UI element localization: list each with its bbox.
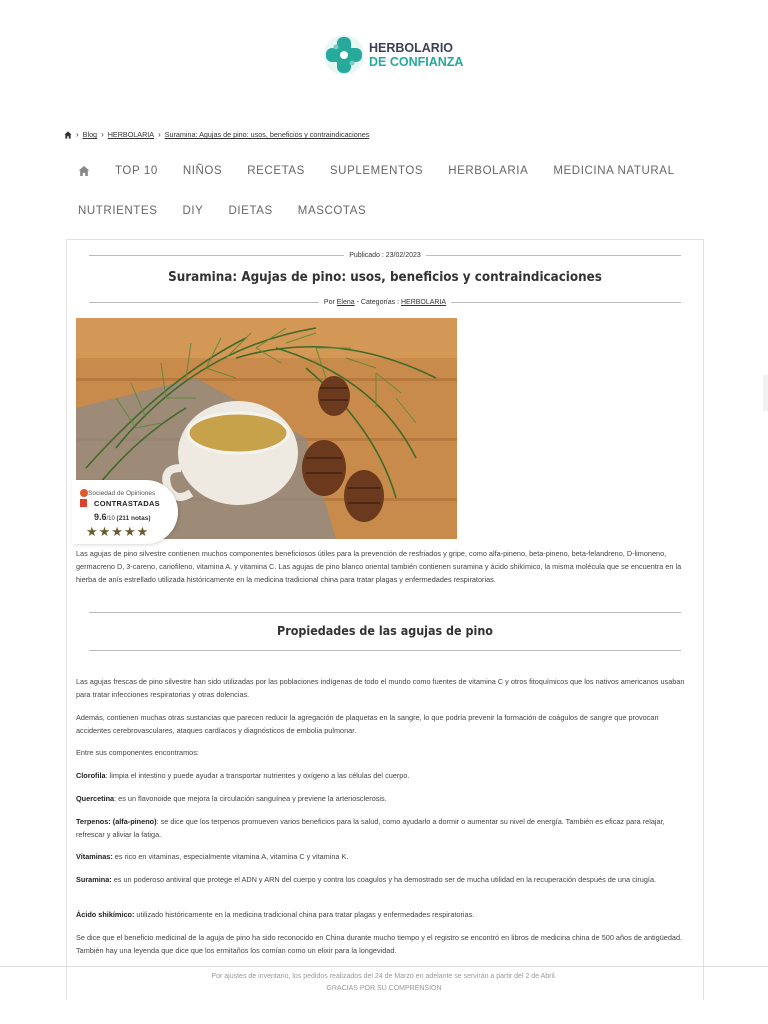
logo-line1: HERBOLARIO [369,41,454,55]
nav-item-top10[interactable]: TOP 10 [115,165,158,177]
desc: es rico en vitaminas, especialmente vitamina A, vitamina C y vitamina K. [112,852,349,861]
home-icon[interactable] [64,131,72,139]
divider [451,302,681,303]
breadcrumb-current[interactable]: Suramina: Agujas de pino: usos, beneficios y contraindicaciones [164,130,370,139]
chevron-right-icon: › [101,130,104,139]
paragraph-3: Entre sus componentes encontramos: [76,748,199,757]
notice-line2: GRACIAS POR SU COMPRENSION [326,985,442,992]
badge-score [94,512,151,522]
badge-line1: Sociedad de Opiniones [88,490,156,497]
term: Suramina: [76,875,112,884]
category-link[interactable]: HERBOLARIA [400,298,447,306]
home-icon[interactable] [78,165,90,177]
author-link[interactable]: Elena [336,298,355,306]
badge-line2: CONTRASTADAS [94,499,160,508]
nav-row-1 [64,165,675,177]
contrastadas-icon [80,499,87,507]
desc: utilizado históricamente en la medicina tradicional china para tratar plagas y enfermedades respiratorias. [134,910,475,919]
term: Quercetina [76,794,115,803]
inventory-notice [0,966,768,995]
star-rating-icon: ★★★★★ [86,524,150,539]
divider [89,302,319,303]
byline [89,297,681,307]
list-item-clorofila [76,769,691,782]
intro-paragraph: Las agujas de pino silvestre contienen muchos componentes beneficiosos útiles para la prevención de resfriados y gripe, como alfa-pineno, beta-pineno, beta-felandreno, D-limoneno, germacreno D, 3-careno, cariofileno, vitamina A. y vitamina C. Las agujas de pino blanco oriental también contienen suramina y ácido shikímico, la misma molécula que se encuentra en la hierba de anís estrellado utilizada históricamente en la medicina tradicional china para tratar plagas y enfermedades respiratorias. [76,549,682,584]
list-item-vitaminas [76,850,691,863]
scrollbar-stub[interactable] [763,375,768,411]
list-item-quercetina [76,792,691,805]
list-item-terpenos [76,815,691,841]
nav-item-recetas[interactable]: RECETAS [247,165,305,177]
ratings-badge[interactable] [72,480,178,544]
breadcrumb-blog[interactable]: Blog [82,130,98,139]
divider [426,255,681,256]
nav-item-medicina-natural[interactable]: MEDICINA NATURAL [553,165,675,177]
nav-item-diy[interactable]: DIY [182,205,204,217]
desc: : es un flavonoide que mejora la circulación sanguínea y previene la arteriosclerosis. [114,794,387,803]
byline-prefix: Por [323,298,337,306]
badge-score-value: 9.6 [94,512,107,522]
nav-item-dietas[interactable]: DIETAS [228,205,273,217]
desc: : limpia el intestino y puede ayudar a transportar nutrientes y oxígeno a las células del cuerpo. [105,771,410,780]
category-prefix: - Categorías : [354,298,401,306]
list-item-suramina [76,873,691,886]
nav-item-ninos[interactable]: NIÑOS [182,165,223,177]
desc: es un poderoso antiviral que protege el ADN y ARN del cuerpo y contra los coagulos y ha demostrado ser de mucha utilidad en la recuperación después de una cirugía. [111,875,657,884]
term: Clorofila [76,771,106,780]
paragraph-2: Además, contienen muchas otras sustancias que parecen reducir la agregación de plaquetas en la sangre, lo que podría prevenir la formación de coágulos de sangre que provocan accidentes cerebrovasculares, ataques cardíacos y diagnósticos de embolia pulmonar. [76,713,659,735]
logo-line2: DE CONFIANZA [369,55,464,69]
divider [89,255,344,256]
published-line [89,250,681,260]
chevron-right-icon: › [158,130,161,139]
desc: : se dice que los terpenos promueven varios beneficios para la salud, como ayudarlo a dormir o aumentar su nivel de energía. También es eficaz para relajar, refrescar y aliviar la fatiga. [76,817,665,839]
paragraph-1: Las agujas frescas de pino silvestre han sido utilizadas por las poblaciones indígenas de todo el mundo como fuentes de vitamina C y otros fitoquímicos que los nativos americanos usaban para tratar infecciones respiratorias y otras dolencias. [76,677,685,699]
breadcrumb-herbolaria[interactable]: HERBOLARIA [107,130,155,139]
byline-text [319,299,451,306]
notice-line1: Por ajustes de inventario, los pedidos realizados del 24 de Marzo en adelante se servirán a partir del 2 de Abril. [211,973,557,980]
list-item-acido-shikimico [76,908,691,921]
nav-row-2 [64,205,366,217]
logo-text [369,41,463,69]
section-heading: Propiedades de las agujas de pino [277,624,493,638]
nav-item-nutrientes[interactable]: NUTRIENTES [78,205,158,217]
badge-score-suffix: /10 [106,516,115,522]
chevron-right-icon: › [76,130,79,139]
breadcrumb [64,130,369,139]
term: Terpenos: (alfa-pineno) [76,817,157,826]
herbolario-cross-logo-icon [323,34,365,76]
paragraph-last: Se dice que el beneficio medicinal de la aguja de pino ha sido reconocido en China durante mucho tiempo y el registro se encontró en libros de medicina china de 500 años de antigüedad. También hay una leyenda que dice que los ermitaños los comían como un elixir para la longevidad. [76,933,683,955]
nav-item-suplementos[interactable]: SUPLEMENTOS [329,165,424,177]
divider [89,612,681,613]
badge-votes: (211 notas) [116,515,151,522]
nav-item-mascotas[interactable]: MASCOTAS [297,205,367,217]
term: Ácido shikímico: [76,910,135,919]
article-title: Suramina: Agujas de pino: usos, beneficios y contraindicaciones [168,270,602,285]
published-date: Publicado : 23/02/2023 [349,251,421,259]
opiniones-logo-icon [80,489,88,497]
article-card [66,239,704,1000]
term: Vitaminas: [76,852,113,861]
nav-item-herbolaria[interactable]: HERBOLARIA [448,165,529,177]
divider [89,650,681,651]
site-logo[interactable] [323,34,463,76]
